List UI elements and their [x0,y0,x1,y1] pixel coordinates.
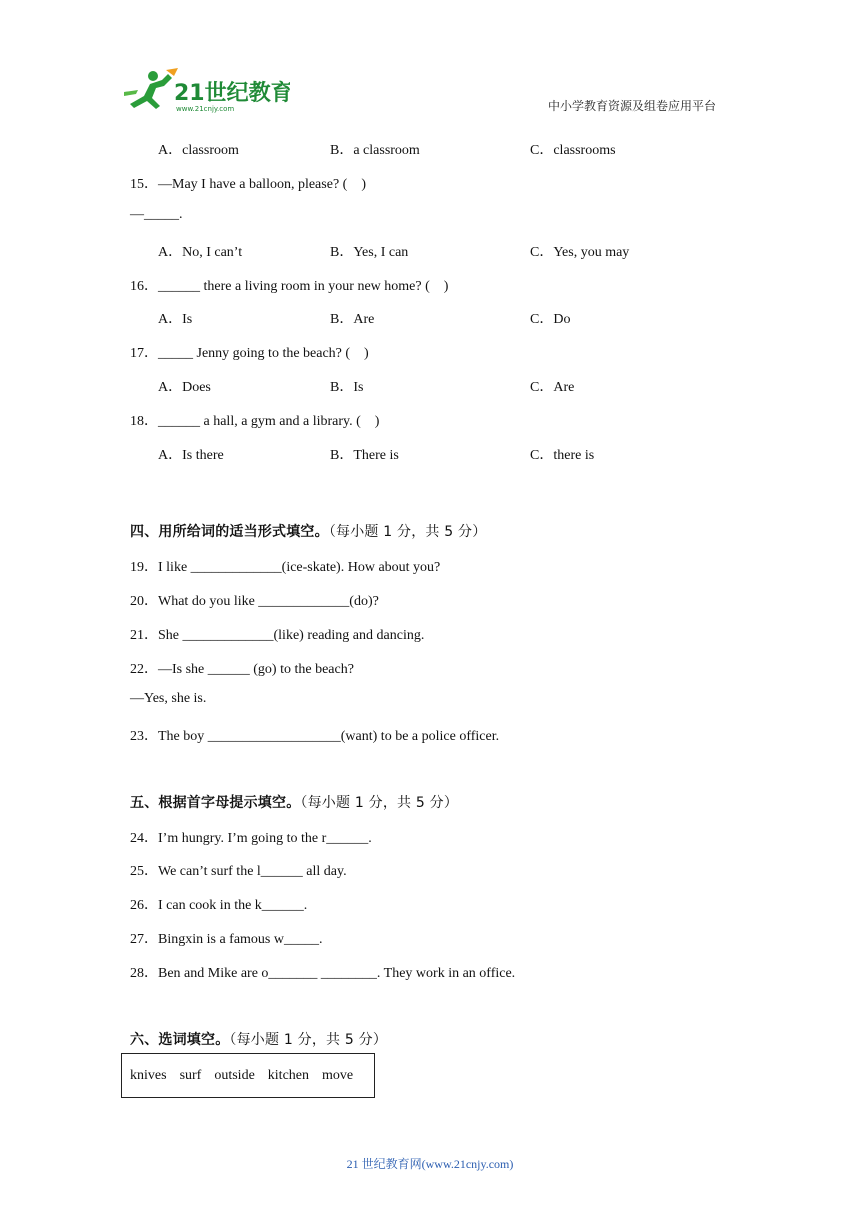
site-logo [120,66,290,114]
logo-text: 21世纪教育 [174,81,290,106]
q19-item: 19．I like _____________(ice-skate). How about you? [130,560,441,575]
footer-link[interactable]: 21 世纪教育网(www.21cnjy.com) [346,1157,514,1171]
word-bank-item: surf [179,1067,202,1083]
q14-option-b: B．a classroom [330,143,420,158]
q18-stem: 18．______ a hall, a gym and a library. ( ) [130,414,380,429]
section5-title: 五、根据首字母提示填空。 [130,795,301,811]
q28-item: 28．Ben and Mike are o_______ ________. They work in an office. [130,966,516,981]
q17-option-b: B．Is [330,380,364,395]
q23-item: 23．The boy ___________________(want) to be a police officer. [130,729,500,744]
q14-option-a: A．classroom [158,143,239,158]
q16-option-a: A．Is [158,312,193,327]
q22-item: 22．—Is she ______ (go) to the beach? [130,662,354,677]
q15-option-b: B．Yes, I can [330,245,409,260]
q27-item: 27．Bingxin is a famous w_____. [130,932,323,947]
q15-stem: 15．—May I have a balloon, please? ( ) [130,177,366,192]
q15-option-a: A．No, I can’t [158,245,243,260]
word-bank-item: move [322,1067,354,1083]
word-bank-item: kitchen [267,1067,310,1083]
q22-reply: —Yes, she is. [130,691,207,706]
section6-title: 六、选词填空。 [130,1032,230,1048]
word-bank-item: outside [214,1067,255,1083]
section4-heading [130,521,486,541]
q25-item: 25．We can’t surf the l______ all day. [130,864,347,879]
runner-icon [124,68,178,109]
q14-option-c: C．classrooms [530,143,616,158]
q17-option-c: C．Are [530,380,575,395]
platform-name: 中小学教育资源及组卷应用平台 [548,99,717,113]
q16-option-b: B．Are [330,312,375,327]
q15-option-c: C．Yes, you may [530,245,630,260]
section4-note: （每小题 1 分，共 5 分） [328,524,487,540]
q20-item: 20．What do you like _____________(do)? [130,594,379,609]
q21-item: 21．She _____________(like) reading and dancing. [130,628,425,643]
section6-note: （每小题 1 分，共 5 分） [229,1032,388,1048]
q24-item: 24．I’m hungry. I’m going to the r______. [130,831,372,846]
q16-option-c: C．Do [530,312,571,327]
q26-item: 26．I can cook in the k______. [130,898,308,913]
word-bank [121,1053,375,1098]
section4-title: 四、用所给词的适当形式填空。 [130,524,329,540]
q18-option-c: C．there is [530,448,595,463]
q15-answer-line: —_____. [130,207,183,222]
q16-stem: 16．______ there a living room in your new home? ( ) [130,279,449,294]
q18-option-a: A．Is there [158,448,224,463]
section5-note: （每小题 1 分，共 5 分） [300,795,459,811]
section5-heading [130,792,458,812]
logo-subtext: www.21cnjy.com [176,105,235,113]
q17-option-a: A．Does [158,380,211,395]
q18-option-b: B．There is [330,448,399,463]
section6-heading [130,1029,387,1049]
q17-stem: 17．_____ Jenny going to the beach? ( ) [130,346,369,361]
word-bank-item: knives [130,1067,167,1083]
